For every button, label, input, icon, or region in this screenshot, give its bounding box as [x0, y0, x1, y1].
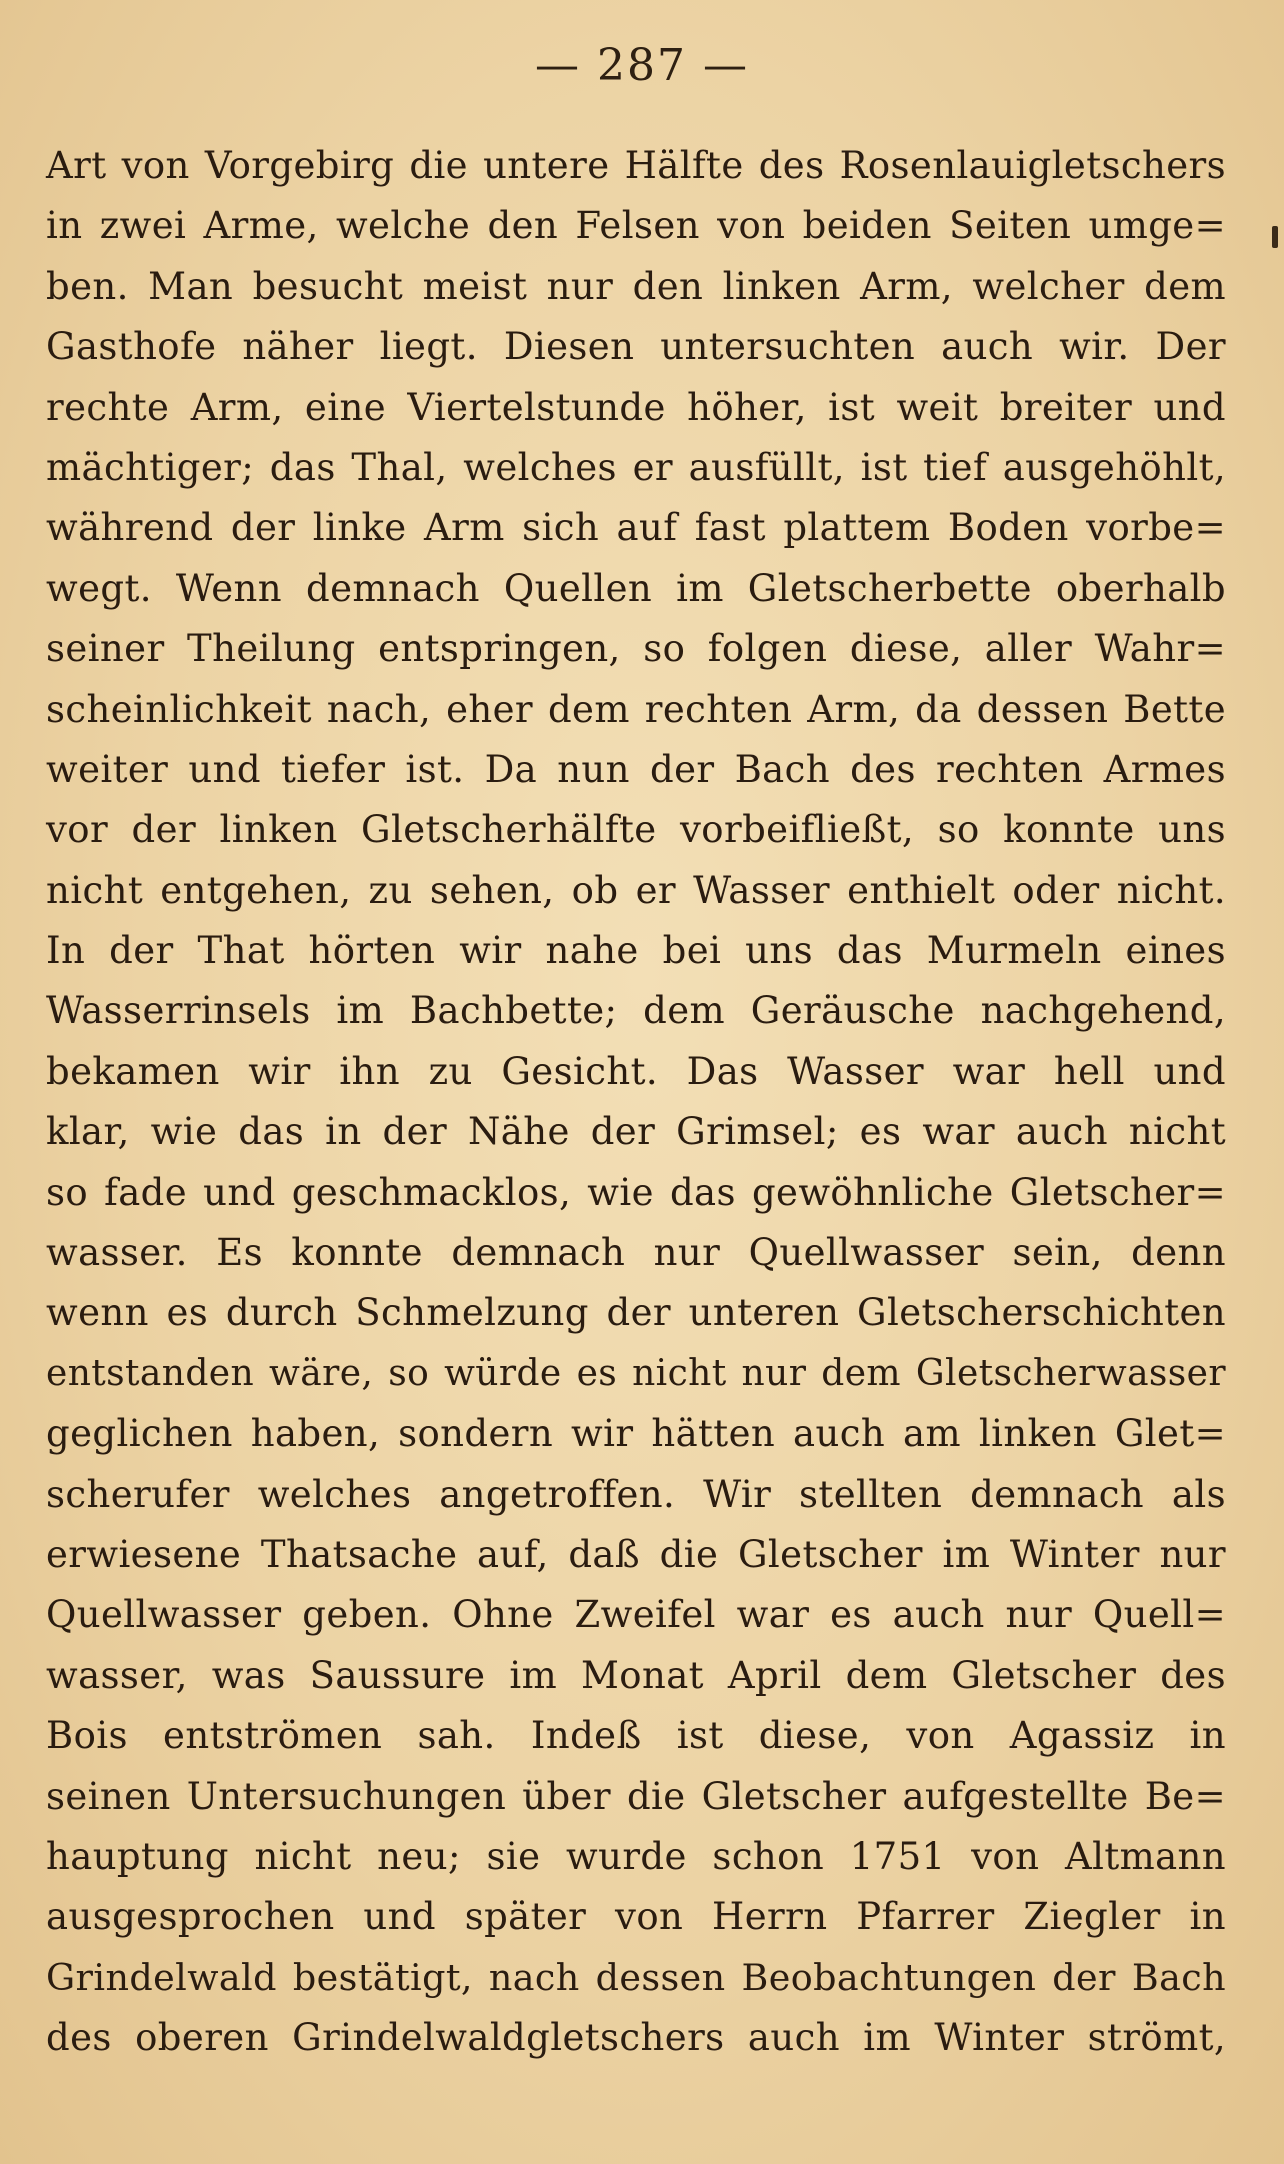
- text-line: Art von Vorgebirg die untere Hälfte des Rosenlauigletschers: [46, 144, 1226, 187]
- text-line: ben. Man besucht meist nur den linken Arm, welcher dem: [46, 264, 1226, 308]
- text-line: weiter und tiefer ist. Da nun der Bach des rechten Armes: [46, 747, 1226, 791]
- text-line: wasser. Es konnte demnach nur Quellwasser sein, denn: [46, 1231, 1226, 1275]
- text-line: geglichen haben, sondern wir hätten auch am linken Glet=: [46, 1412, 1226, 1456]
- text-line: klar, wie das in der Nähe der Grimsel; es war auch nicht: [46, 1110, 1226, 1154]
- text-line: während der linke Arm sich auf fast plattem Boden vorbe=: [46, 506, 1226, 550]
- text-line: hauptung nicht neu; sie wurde schon 1751 von Altmann: [46, 1834, 1226, 1878]
- text-line: nicht entgehen, zu sehen, ob er Wasser enthielt oder nicht.: [46, 868, 1226, 912]
- text-line: bekamen wir ihn zu Gesicht. Das Wasser war hell und: [46, 1049, 1226, 1093]
- text-line: wenn es durch Schmelzung der unteren Gletscherschichten: [46, 1291, 1226, 1335]
- text-line: Quellwasser geben. Ohne Zweifel war es auch nur Quell=: [46, 1593, 1226, 1637]
- text-line: mächtiger; das Thal, welches er ausfüllt, ist tief ausgehöhlt,: [46, 445, 1226, 489]
- text-line: Wasserrinsels im Bachbette; dem Geräusche nachgehend,: [46, 989, 1226, 1033]
- text-line: ausgesprochen und später von Herrn Pfarrer Ziegler in: [46, 1895, 1226, 1939]
- text-line: Gasthofe näher liegt. Diesen untersuchten auch wir. Der: [46, 325, 1226, 369]
- text-line: Bois entströmen sah. Indeß ist diese, von Agassiz in: [46, 1714, 1226, 1758]
- text-line: wasser, was Saussure im Monat April dem Gletscher des: [46, 1653, 1226, 1697]
- text-line: entstanden wäre, so würde es nicht nur dem Gletscherwasser: [46, 1352, 1226, 1394]
- text-line: seinen Untersuchungen über die Gletscher aufgestellte Be=: [46, 1774, 1226, 1818]
- text-line: scheinlichkeit nach, eher dem rechten Arm, da dessen Bette: [46, 687, 1226, 731]
- text-line: In der That hörten wir nahe bei uns das Murmeln eines: [46, 929, 1226, 973]
- body-text: [46, 136, 1226, 2069]
- page-number: — 287 —: [535, 40, 749, 91]
- text-line: in zwei Arme, welche den Felsen von beiden Seiten umge=: [46, 204, 1226, 248]
- text-line: wegt. Wenn demnach Quellen im Gletscherbette oberhalb: [46, 566, 1226, 610]
- text-line: rechte Arm, eine Viertelstunde höher, ist weit breiter und: [46, 385, 1226, 429]
- text-line: seiner Theilung entspringen, so folgen diese, aller Wahr=: [46, 627, 1226, 671]
- text-line: so fade und geschmacklos, wie das gewöhnliche Gletscher=: [46, 1170, 1226, 1214]
- text-line: erwiesene Thatsache auf, daß die Gletscher im Winter nur: [46, 1532, 1226, 1576]
- margin-mark: [1272, 226, 1278, 248]
- text-line: scherufer welches angetroffen. Wir stellten demnach als: [46, 1472, 1226, 1516]
- text-line: vor der linken Gletscherhälfte vorbeifließt, so konnte uns: [46, 808, 1226, 852]
- text-line: Grindelwald bestätigt, nach dessen Beobachtungen der Bach: [46, 1955, 1226, 1999]
- text-line: des oberen Grindelwaldgletschers auch im Winter strömt,: [46, 2016, 1226, 2060]
